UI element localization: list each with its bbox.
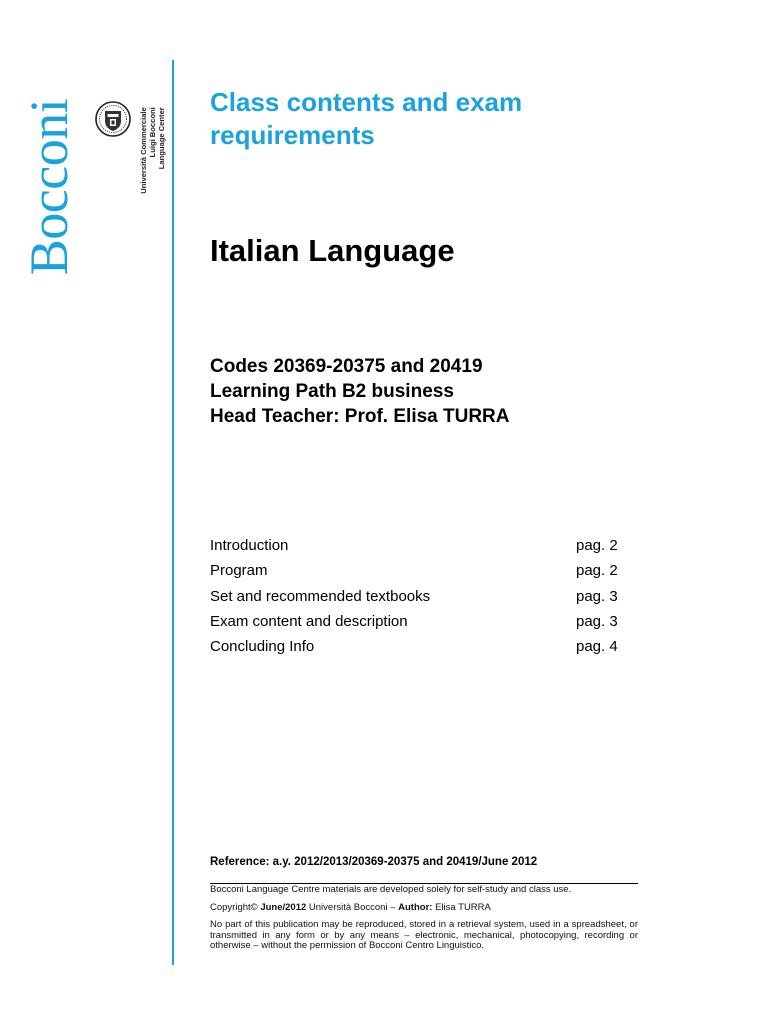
toc-item-page: pag. 3 <box>576 587 618 605</box>
toc-item-textbooks <box>210 586 630 611</box>
toc-item-page: pag. 3 <box>576 612 618 630</box>
course-codes: Codes 20369-20375 and 20419 <box>210 356 483 377</box>
toc-item-page: pag. 2 <box>576 562 618 580</box>
copyright-line <box>210 903 638 914</box>
toc-item-introduction <box>210 535 630 560</box>
author-label: Author: <box>398 901 433 913</box>
toc-item-title: Concluding Info <box>210 638 315 656</box>
copyright-date: June/2012 <box>260 901 307 913</box>
document-title: Class contents and exam requirements <box>210 87 523 150</box>
head-teacher: Head Teacher: Prof. Elisa TURRA <box>210 406 510 427</box>
copyright-prefix: Copyright© <box>210 901 261 913</box>
materials-note: Bocconi Language Centre materials are developed solely for self-study and class use. <box>210 884 572 895</box>
toc-item-title: Introduction <box>210 537 289 554</box>
bocconi-logo <box>19 96 79 278</box>
toc-item-title: Set and recommended textbooks <box>210 587 431 605</box>
toc-item-concluding-info <box>210 636 630 661</box>
course-info <box>210 354 510 429</box>
toc-item-title: Program <box>210 562 268 580</box>
university-name <box>134 100 170 200</box>
table-of-contents <box>210 535 630 661</box>
rights-notice: No part of this publication may be reproduced, stored in a retrieval system, used in a spreadsheet, or transmitted in any form or by any means – electronic, mechanical, photocopying, recording or otherwise – without the permission of Bocconi Centro Linguistico. <box>210 919 638 951</box>
toc-item-program <box>210 560 630 585</box>
university-line-3: Language Center <box>156 106 166 169</box>
toc-item-page: pag. 2 <box>576 537 618 554</box>
university-crest-icon <box>95 100 131 138</box>
toc-item-exam <box>210 611 630 636</box>
bocconi-wordmark-text: Bocconi <box>19 98 79 276</box>
copyright-institution: Università Bocconi – <box>306 901 399 913</box>
toc-item-page: pag. 4 <box>576 638 618 656</box>
toc-item-title: Exam content and description <box>210 612 408 630</box>
vertical-divider <box>172 60 174 965</box>
university-line-2: Luigi Bocconi <box>147 106 157 157</box>
author-name: Elisa TURRA <box>432 901 491 913</box>
footer <box>210 885 638 959</box>
subject-title: Italian Language <box>210 233 455 268</box>
reference-line: Reference: a.y. 2012/2013/20369-20375 and 20419/June 2012 <box>210 856 538 868</box>
learning-path: Learning Path B2 business <box>210 381 454 402</box>
university-line-1: Università Commerciale <box>138 106 148 194</box>
